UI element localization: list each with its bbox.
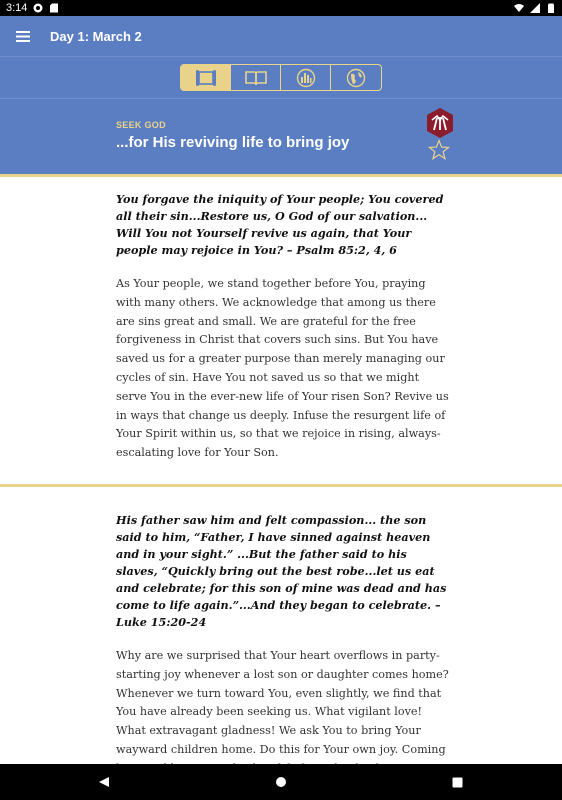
sd-card-icon [49,3,59,13]
home-circle-icon [275,776,287,788]
app-title: Day 1: March 2 [50,28,142,44]
battery-icon [546,3,556,13]
back-button[interactable] [84,764,124,800]
tab-scripture[interactable] [231,65,281,90]
prayer-text: Why are we surprised that Your heart overflows in party-starting joy whenever a lost son or daughter comes home? Whenever we turn toward You, even slightly, we find that You have already been seeking us. What vigilant love! What extravagant gladness! We ask You to bring Your wayward children home. Do this for Your own joy. Coming [116,649,449,756]
wifi-icon [514,3,524,13]
recents-square-icon [452,777,463,788]
divider [0,484,562,487]
day-header [0,98,562,174]
praying-hands-badge-icon [425,107,455,139]
home-button[interactable] [261,764,301,800]
prayer-text: As Your people, we stand together before You, praying with many others. We acknowledge that among us there are sins great and small. We are grateful for the free forgiveness in Christ that covers such sins. But You have saved us for a greater purpose than merely managing our cycles of sin. Have You not saved us so that we might serve You in the ever-new life of Your risen Son? Revive us in ways that change us deeply. Infuse the resurgent life of Your Spirit within us, so that we rejoice in rising, always-escalating love for Your Son. [116,277,449,460]
signal-icon [530,3,540,13]
reading-section-2 [116,512,450,779]
scripture-passage: His father saw him and felt compassion... the son said to him, “Father, I have sinned against heaven and in your sight.” ...But the father said to his slaves, “Quickly bring out the best robe...let us eat and celebrate; for this son of mine was dead and has come to life again.”...And they began to celebrate. – Luke 15:20-24 [116,513,447,629]
app-notification-icon [33,3,43,13]
recents-button[interactable] [438,764,478,800]
system-nav-bar [0,764,562,800]
globe-icon [346,68,366,88]
tab-strip [0,56,562,98]
scroll-icon [194,69,218,87]
section-tabs [180,64,382,91]
app-bar [0,16,562,56]
scripture-passage: You forgave the iniquity of Your people; You covered all their sin...Restore us, O God of our salvation... Will You not Yourself revive us again, that Your people may rejoice in You? – Psalm 85:2, 4, 6 [116,192,444,257]
reading-section-1 [116,191,450,463]
favorite-star-icon[interactable] [428,139,450,161]
status-bar [0,0,562,16]
back-triangle-icon [98,776,110,788]
divider [0,174,562,177]
city-icon [296,68,316,88]
tab-city[interactable] [281,65,331,90]
menu-icon[interactable] [0,16,46,56]
status-time: 3:14 [6,2,28,14]
section-eyebrow: SEEK GOD [116,120,166,130]
tab-seek-god[interactable] [181,65,231,90]
open-book-icon [244,69,268,87]
tab-world[interactable] [331,65,381,90]
section-heading: ...for His reviving life to bring joy [116,134,350,151]
